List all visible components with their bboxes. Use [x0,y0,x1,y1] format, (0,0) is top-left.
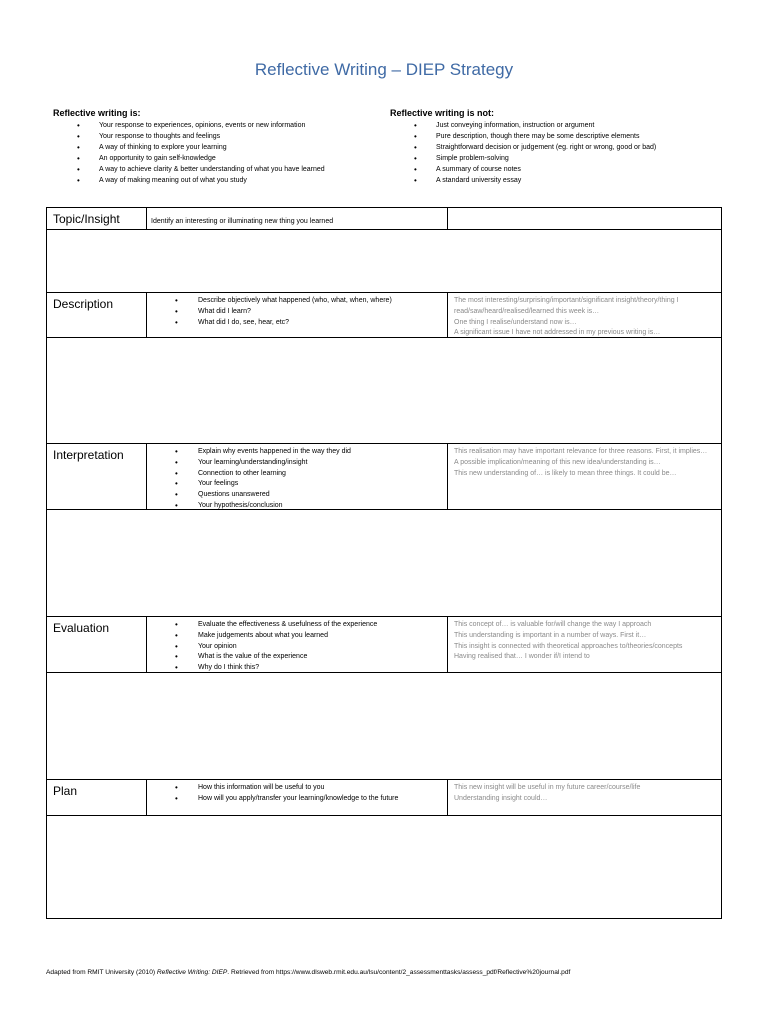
hint-text: The most interesting/surprising/important/significant insight/theory/thing I read/saw/heard/realised/learned this week is… [454,297,679,315]
evaluation-bullets-cell [147,617,448,672]
list-item: • A way of thinking to explore your learning [53,142,383,153]
list-item: • Your learning/understanding/insight [151,458,443,469]
list-item: • A summary of course notes [390,164,720,175]
citation-prefix: Adapted from RMIT University (2010) [46,969,157,976]
topic-extra-cell [448,208,721,229]
list-item: • A way of making meaning out of what you study [53,175,383,186]
evaluation-hints-cell [448,617,721,672]
interpretation-bullets [151,447,443,512]
interpretation-hints-cell [448,444,721,509]
list-item: • Your response to thoughts and feelings [53,131,383,142]
list-item: • Explain why events happened in the way they did [151,447,443,458]
hint-text: Having realised that… I wonder if/I intend to [454,653,590,661]
list-item: • Questions unanswered [151,490,443,501]
list-item: • Make judgements about what you learned [151,631,443,642]
plan-label: Plan [53,784,78,798]
description-label: Description [53,297,114,311]
hint-text: One thing I realise/understand now is… [454,318,577,326]
hint-text: This insight is connected with theoretical approaches to/theories/concepts [454,642,683,650]
hint-text: This realisation may have important relevance for three reasons. First, it implies… [454,448,708,455]
evaluation-section [47,616,721,779]
list-item: • How will you apply/transfer your learning/knowledge to the future [151,794,443,805]
hint-text: This concept of… is valuable for/will change the way I approach [454,621,652,628]
list-item: • Your hypothesis/conclusion [151,501,443,512]
hint-text: This new insight will be useful in my future career/course/life [454,784,641,791]
topic-header-row [47,208,721,230]
topic-label-cell [47,208,147,229]
list-item: • What did I do, see, hear, etc? [151,318,443,329]
topic-section [47,208,721,292]
plan-bullets-cell [147,780,448,815]
plan-section [47,779,721,918]
citation-footer [46,969,736,976]
list-item: • Why do I think this? [151,663,443,674]
interpretation-section [47,443,721,616]
is-heading: Reflective writing is: [53,108,141,118]
diep-table [46,207,722,919]
plan-bullets [151,783,443,805]
page-title: Reflective Writing – DIEP Strategy [254,60,514,79]
list-item: • Pure description, though there may be some descriptive elements [390,131,720,142]
plan-hints-cell [448,780,721,815]
plan-label-cell [47,780,147,815]
list-item: • Your feelings [151,479,443,490]
description-label-cell [47,293,147,337]
description-header-row [47,293,721,338]
list-item: • Straightforward decision or judgement (eg. right or wrong, good or bad) [390,142,720,153]
list-item: • Simple problem-solving [390,153,720,164]
evaluation-bullets [151,620,443,674]
reflective-writing-is [53,108,383,186]
interpretation-label: Interpretation [53,448,124,462]
hint-text: This new understanding of… is likely to mean three things. It could be… [454,469,677,477]
description-bullets [151,296,443,328]
topic-prompt: Identify an interesting or illuminating new thing you learned [151,218,334,225]
list-item: • A way to achieve clarity & better understanding of what you have learned [53,164,383,175]
list-item: • Your opinion [151,642,443,653]
description-hints-cell [448,293,721,337]
list-item: • Evaluate the effectiveness & usefulness of the experience [151,620,443,631]
interpretation-header-row [47,444,721,510]
list-item: • An opportunity to gain self-knowledge [53,153,383,164]
is-not-list [390,120,720,186]
list-item: • How this information will be useful to you [151,783,443,794]
list-item: • Describe objectively what happened (who, what, when, where) [151,296,443,307]
hint-text: Understanding insight could… [454,794,548,802]
hint-text: This understanding is important in a number of ways. First it… [454,631,647,639]
evaluation-header-row [47,617,721,673]
reflective-writing-is-not [390,108,720,186]
is-list [53,120,383,186]
citation-suffix: . Retrieved from https://www.dlsweb.rmit.edu.au/lsu/content/2_assessmenttasks/assess_pdf/Reflective%20journal.pdf [227,969,571,976]
list-item: • Connection to other learning [151,469,443,480]
list-item: • A standard university essay [390,175,720,186]
evaluation-label-cell [47,617,147,672]
interpretation-label-cell [47,444,147,509]
description-section [47,292,721,443]
is-not-heading: Reflective writing is not: [390,108,495,118]
list-item: • Just conveying information, instruction or argument [390,120,720,131]
topic-label: Topic/Insight [53,212,120,226]
description-bullets-cell [147,293,448,337]
interpretation-bullets-cell [147,444,448,509]
evaluation-label: Evaluation [53,621,110,635]
hint-text: A possible implication/meaning of this new idea/understanding is… [454,458,661,466]
plan-header-row [47,780,721,816]
list-item: • What is the value of the experience [151,652,443,663]
list-item: • Your response to experiences, opinions, events or new information [53,120,383,131]
citation-work: Reflective Writing: DIEP [156,969,228,976]
topic-prompt-cell [147,208,448,229]
list-item: • What did I learn? [151,307,443,318]
hint-text: A significant issue I have not addressed in my previous writing is… [454,329,661,337]
